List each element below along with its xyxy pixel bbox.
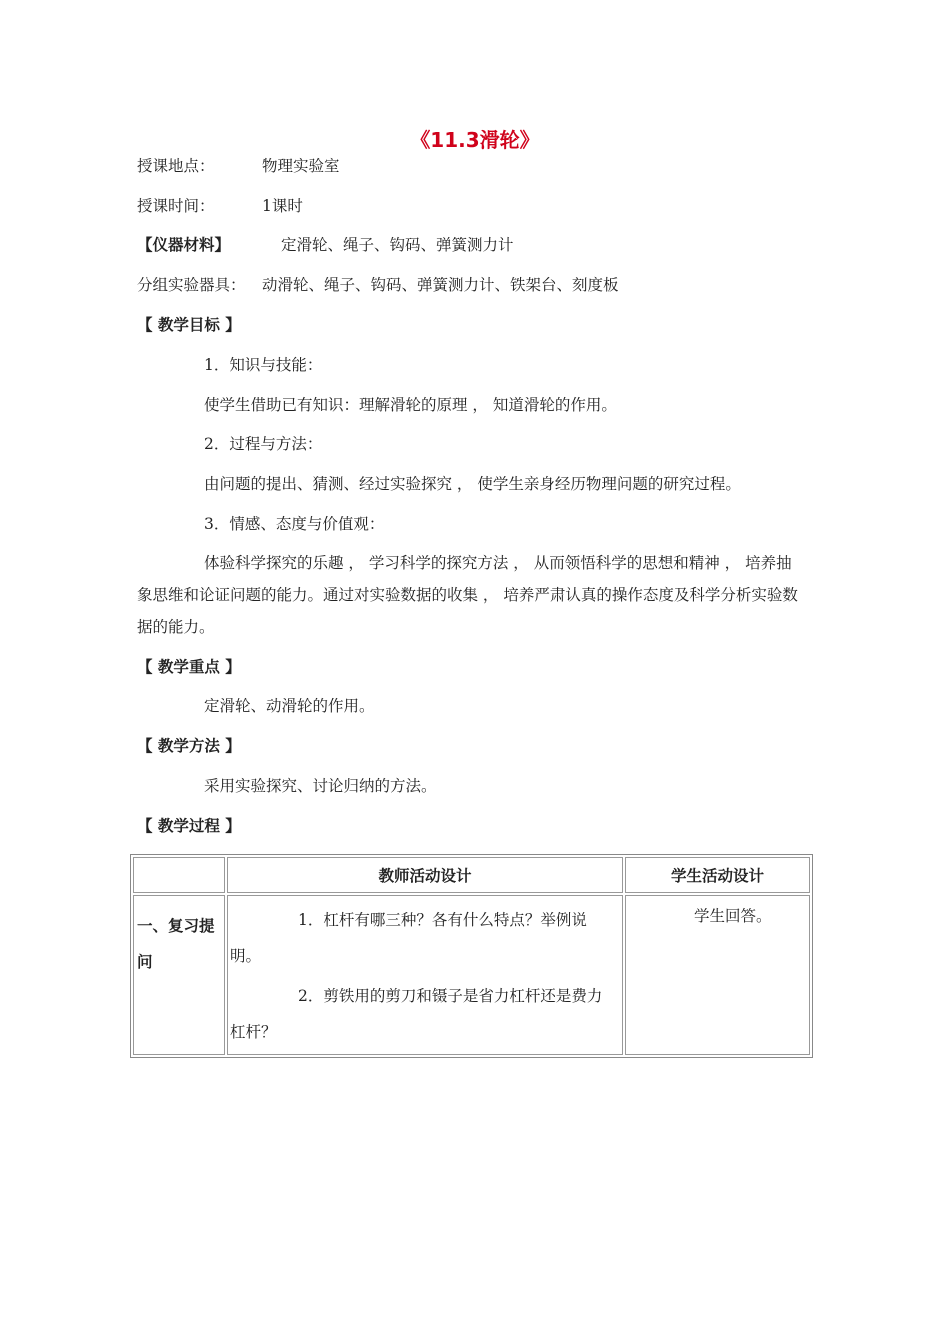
instruments-value: 定滑轮、绳子、钩码、弹簧测力计 (281, 236, 514, 254)
process-table (130, 854, 813, 1058)
header-teacher: 教师活动设计 (227, 857, 623, 893)
objectives-heading: 【 教学目标 】 (137, 316, 241, 334)
objective-1-title: 1．知识与技能： (204, 356, 323, 374)
document-title: 《11.3滑轮》 (410, 128, 540, 152)
time-label: 授课时间： (137, 197, 215, 215)
objective-3-title: 3．情感、态度与价值观： (204, 515, 385, 533)
group-equipment-label: 分组实验器具： (137, 276, 246, 294)
table-header-row (133, 857, 810, 893)
objective-2-title: 2．过程与方法： (204, 435, 323, 453)
teacher-cell (227, 895, 623, 1055)
location-label: 授课地点： (137, 157, 215, 175)
objective-3-text: 体验科学探究的乐趣 ， 学习科学的探究方法 ， 从而领悟科学的思想和精神 ， 培养抽象思维和论证问题的能力。通过对实验数据的收集 ， 培养严肃认真的操作态度及科学分析实验数据的能力。 (137, 554, 798, 636)
location-value: 物理实验室 (262, 157, 340, 175)
process-heading: 【 教学过程 】 (137, 817, 241, 835)
section-cell: 一、复习提问 (133, 895, 225, 1055)
student-cell: 学生回答。 (625, 895, 810, 1055)
time-value: 1课时 (262, 197, 303, 215)
methods-text: 采用实验探究、讨论归纳的方法。 (204, 777, 437, 795)
methods-heading: 【 教学方法 】 (137, 737, 241, 755)
group-equipment-value: 动滑轮、绳子、钩码、弹簧测力计、铁架台、刻度板 (262, 276, 619, 294)
key-points-heading: 【 教学重点 】 (137, 658, 241, 676)
header-student: 学生活动设计 (625, 857, 810, 893)
objective-2-text: 由问题的提出、猜测、经过实验探究 ， 使学生亲身经历物理问题的研究过程。 (204, 475, 741, 493)
header-empty-cell (133, 857, 225, 893)
instruments-label: 【仪器材料】 (137, 236, 231, 254)
objective-1-text: 使学生借助已有知识：理解滑轮的原理 ， 知道滑轮的作用。 (204, 396, 617, 414)
question-1: 1．杠杆有哪三种？各有什么特点？举例说明。 (230, 911, 587, 965)
key-points-text: 定滑轮、动滑轮的作用。 (204, 697, 375, 715)
question-2: 2．剪铁用的剪刀和镊子是省力杠杆还是费力杠杆？ (230, 987, 603, 1041)
table-row (133, 895, 810, 1055)
